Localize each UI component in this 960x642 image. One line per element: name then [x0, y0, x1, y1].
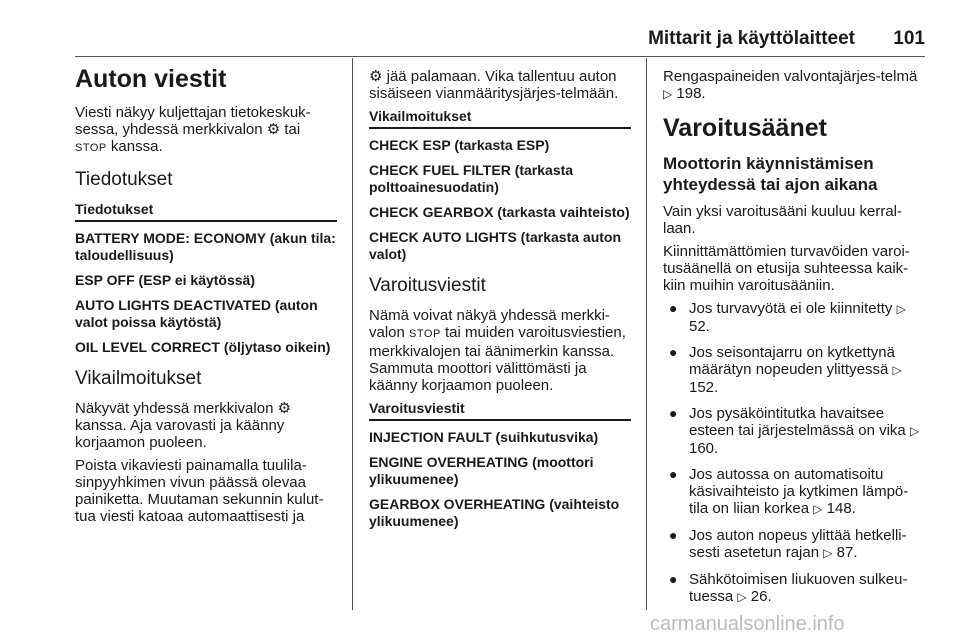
message-item: CHECK FUEL FILTER (tarkasta polttoainesuodatin): [369, 162, 574, 195]
subsection-title: Tiedotukset: [75, 169, 173, 190]
column-divider: [352, 58, 353, 610]
column-1: [75, 58, 337, 531]
list-item: ● Sähkötoimisen liukuoven sulkeu-tuessa ▷ 26.: [669, 571, 908, 605]
page-ref-icon: ▷: [737, 590, 747, 604]
paragraph: Näkyvät yhdessä merkkivalon ⚙ kanssa. Aja varovasti ja käänny korjaamon puoleen.: [75, 400, 292, 451]
page-ref-icon: ▷: [663, 87, 673, 101]
message-item: ESP OFF (ESP ei käytössä): [75, 272, 256, 288]
page-number: 101: [893, 28, 925, 49]
table-label: Tiedotukset: [75, 201, 337, 222]
paragraph: Rengaspaineiden valvontajärjes-telmä ▷ 198.: [663, 68, 918, 102]
service-vehicle-icon: ⚙: [369, 68, 383, 85]
list-item: ● Jos auton nopeus ylittää hetkelli-sesti asetetun rajan ▷ 87.: [669, 527, 907, 561]
column-2: [369, 58, 631, 538]
header-title: Mittarit ja käyttölaitteet: [648, 28, 855, 49]
subsection-title: Moottorin käynnistämisen yhteydessä tai ajon aikana: [663, 154, 878, 194]
table-label: Varoitusviestit: [369, 400, 631, 421]
bullet-list: [663, 300, 925, 606]
paragraph: Nämä voivat näkyä yhdessä merkki-valon STOP tai muiden varoitusviestien, merkkivalojen tai äänimerkin kanssa. Sammuta moottori välittömästi ja käänny korjaamon puoleen.: [369, 307, 626, 394]
page-ref-icon: ▷: [823, 546, 833, 560]
page-ref-icon: ▷: [813, 502, 823, 516]
page-ref-icon: ▷: [909, 424, 920, 438]
table-label: Vikailmoitukset: [369, 108, 631, 129]
service-vehicle-icon: ⚙: [277, 400, 292, 417]
column-3: [663, 58, 925, 615]
message-item: INJECTION FAULT (suihkutusvika): [369, 429, 599, 445]
header-rule: [75, 56, 925, 57]
section-title: Varoitusäänet: [663, 114, 827, 142]
list-item: ● Jos autossa on automatisoitu käsivaihteisto ja kytkimen lämpö-tila on liian korkea ▷ 148.: [669, 466, 909, 517]
paragraph: ⚙ jää palamaan. Vika tallentuu auton sisäiseen vianmääritysjärjes-telmään.: [369, 68, 619, 102]
message-item: OIL LEVEL CORRECT (öljytaso oikein): [75, 339, 331, 355]
message-item: AUTO LIGHTS DEACTIVATED (auton valot poissa käytöstä): [75, 297, 318, 330]
page-ref-icon: ▷: [892, 363, 902, 377]
watermark: carmanualsonline.info: [650, 613, 845, 635]
column-divider: [646, 58, 647, 610]
stop-icon: STOP: [75, 142, 107, 154]
message-item: ENGINE OVERHEATING (moottori ylikuumenee): [369, 454, 594, 487]
list-item: ● Jos pysäköintitutka havaitsee esteen tai järjestelmässä on vika ▷ 160.: [669, 405, 920, 457]
paragraph: Vain yksi varoitusääni kuuluu kerral-laan.: [663, 203, 902, 237]
intro-paragraph: Viesti näkyy kuljettajan tietokeskuk-sessa, yhdessä merkkivalon ⚙ tai STOP kanssa.: [75, 104, 311, 155]
list-item: ● Jos turvavyötä ei ole kiinnitetty ▷ 52.: [669, 300, 906, 335]
page-header: [75, 28, 925, 54]
list-item: ● Jos seisontajarru on kytkettynä määrätyn nopeuden ylittyessä ▷ 152.: [669, 344, 902, 396]
paragraph: Kiinnittämättömien turvavöiden varoi-tusäänellä on etusija suhteessa kaik-kiin muihin varoitusääniin.: [663, 243, 910, 294]
message-item: CHECK GEARBOX (tarkasta vaihteisto): [369, 204, 630, 220]
paragraph: Poista vikaviesti painamalla tuulila-sinpyyhkimen vivun päässä olevaa painiketta. Muutaman sekunnin kulut-tua viesti katoaa automaattisesti ja: [75, 457, 324, 525]
message-item: GEARBOX OVERHEATING (vaihteisto ylikuumenee): [369, 496, 620, 529]
section-title: Auton viestit: [75, 65, 227, 93]
message-item: CHECK ESP (tarkasta ESP): [369, 137, 550, 153]
page-ref-icon: ▷: [896, 302, 906, 316]
stop-icon: STOP: [409, 328, 441, 340]
message-item: BATTERY MODE: ECONOMY (akun tila: taloudellisuus): [75, 230, 336, 263]
subsection-title: Vikailmoitukset: [75, 368, 202, 389]
service-vehicle-icon: ⚙: [266, 121, 281, 138]
subsection-title: Varoitusviestit: [369, 275, 486, 296]
message-item: CHECK AUTO LIGHTS (tarkasta auton valot): [369, 229, 622, 262]
